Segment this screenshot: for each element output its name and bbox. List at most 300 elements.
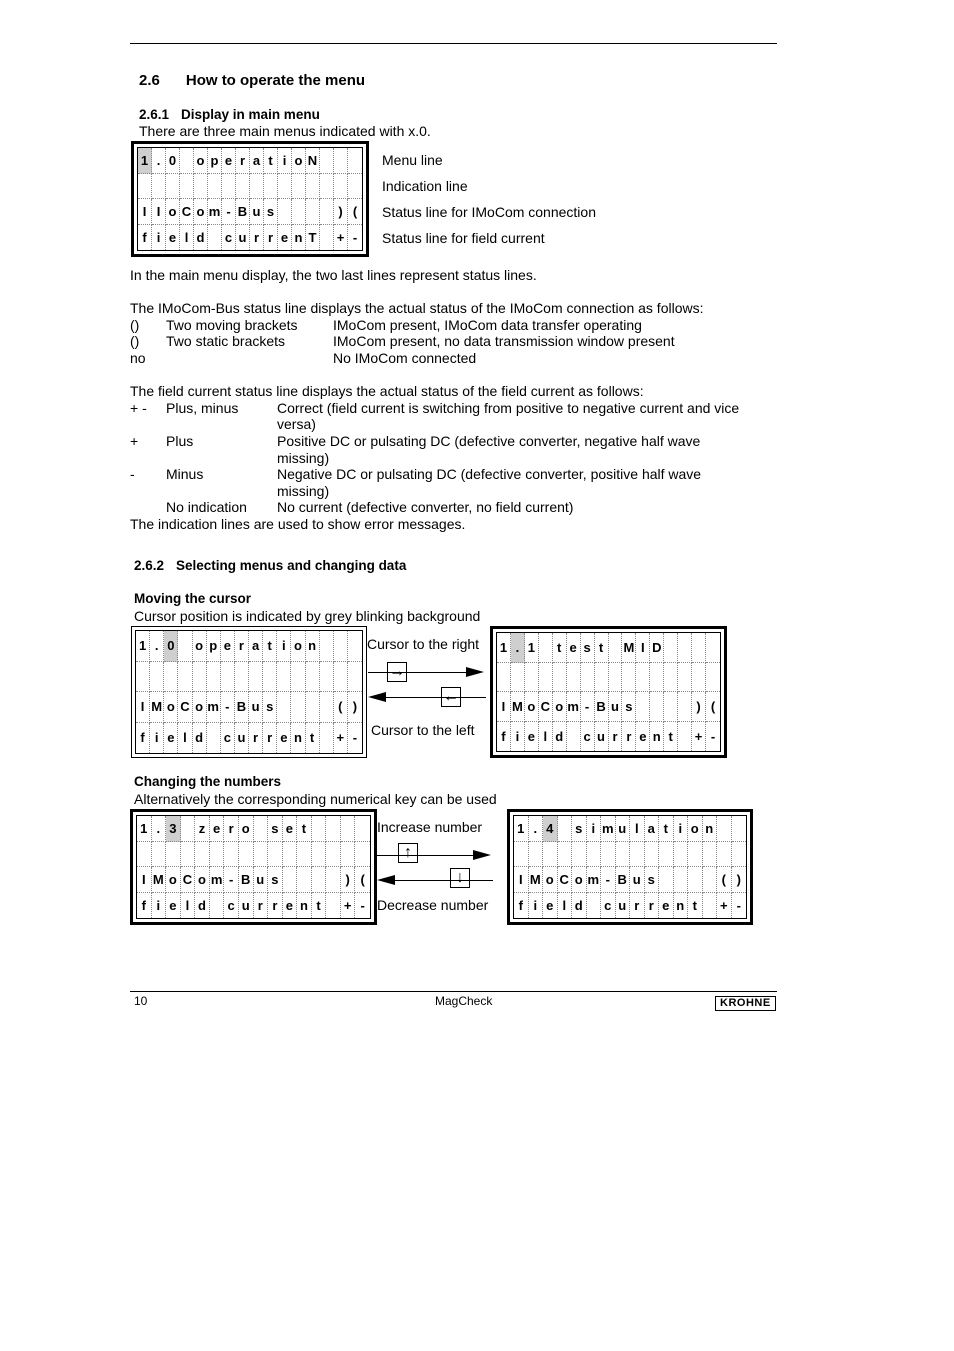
cursor-display-after [490, 626, 727, 758]
lcd-cell [567, 722, 581, 752]
lcd-cell: u [616, 893, 631, 919]
lcd-cell: d [553, 722, 567, 752]
lcd-cell [616, 842, 631, 868]
lcd-cell [181, 816, 196, 842]
lcd-cell: o [166, 199, 180, 225]
lcd-cell: o [292, 148, 306, 174]
lcd-cell: r [250, 225, 264, 251]
arrow-increase-head-icon [473, 850, 491, 860]
lcd-cell: . [152, 148, 166, 174]
lcd-cell [320, 148, 334, 174]
lcd-cell [166, 174, 180, 200]
lcd-cell: I [636, 633, 650, 663]
lcd-cell: r [263, 723, 277, 754]
lcd-cell [678, 663, 692, 693]
lcd-cell: r [235, 631, 249, 662]
label-menu-line: Menu line [382, 152, 443, 168]
imocom-row-sym: () [130, 317, 140, 333]
lcd-cell: C [539, 692, 553, 722]
imocom-intro: The IMoCom-Bus status line displays the actual status of the IMoCom connection as follows: [130, 300, 704, 316]
lcd-cell [283, 867, 298, 893]
lcd-cell: f [138, 225, 152, 251]
lcd-cell: - [601, 867, 616, 893]
lcd-cell [283, 842, 298, 868]
decrease-number-label: Decrease number [377, 897, 489, 913]
lcd-cell: l [178, 723, 192, 754]
lcd-cell [355, 816, 370, 842]
imocom-row-name: Two moving brackets [166, 317, 298, 333]
lcd-cell [514, 842, 529, 868]
footer-rule [130, 991, 777, 992]
indication-lines-text: The indication lines are used to show error messages. [130, 516, 466, 532]
lcd-cell [249, 662, 263, 693]
increase-number-label: Increase number [377, 819, 483, 835]
lcd-cell: s [622, 692, 636, 722]
lcd-cell [326, 867, 341, 893]
lcd-cell: d [195, 893, 210, 919]
imocom-row-desc: IMoCom present, IMoCom data transfer operating [333, 317, 642, 333]
lcd-cell: - [222, 199, 236, 225]
lcd-cell: e [525, 722, 539, 752]
field-row-name: Minus [166, 466, 204, 482]
lcd-cell: t [312, 893, 327, 919]
lcd-cell [306, 174, 320, 200]
lcd-cell: i [152, 893, 167, 919]
lcd-cell [659, 842, 674, 868]
lcd-cell [152, 842, 167, 868]
lcd-cell [645, 842, 660, 868]
lcd-cell: e [222, 148, 236, 174]
lcd-cell [320, 174, 334, 200]
lcd-cell: 1 [514, 816, 529, 842]
lcd-cell: i [511, 722, 525, 752]
lcd-cell [166, 842, 181, 868]
lcd-cell: D [650, 633, 664, 663]
lcd-cell [539, 633, 553, 663]
lcd-cell [692, 633, 706, 663]
lcd-cell [678, 722, 692, 752]
lcd-cell [180, 148, 194, 174]
lcd-cell: 0 [166, 148, 180, 174]
imocom-row-desc: No IMoCom connected [333, 350, 477, 366]
lcd-cell: i [150, 723, 164, 754]
lcd-cell: d [194, 225, 208, 251]
field-row-name: Plus [166, 433, 194, 449]
imocom-row-sym: () [130, 333, 140, 349]
lcd-cell [291, 662, 305, 693]
lcd-cell: o [543, 867, 558, 893]
lcd-cell: d [193, 723, 207, 754]
lcd-cell: i [152, 225, 166, 251]
lcd-cell: I [514, 867, 529, 893]
lcd-cell [297, 842, 312, 868]
lcd-cell: m [208, 199, 222, 225]
lcd-cell: u [616, 816, 631, 842]
lcd-cell [572, 842, 587, 868]
lcd-cell: s [268, 816, 283, 842]
lcd-cell [278, 174, 292, 200]
lcd-cell [210, 842, 225, 868]
lcd-cell: u [595, 722, 609, 752]
cursor-right-label: Cursor to the right [367, 636, 480, 652]
page-number: 10 [134, 994, 148, 1008]
lcd-cell [210, 893, 225, 919]
arrow-left-line [386, 697, 486, 698]
moving-cursor-heading: Moving the cursor [134, 591, 252, 606]
lcd-cell [208, 225, 222, 251]
lcd-cell [178, 631, 192, 662]
lcd-cell [264, 174, 278, 200]
subsection-title: Selecting menus and changing data [176, 558, 407, 573]
intro-text: There are three main menus indicated with x.0. [139, 123, 431, 139]
lcd-cell: ( [706, 692, 720, 722]
lcd-cell [636, 663, 650, 693]
lcd-cell [278, 199, 292, 225]
right-arrow-key-icon: → [389, 663, 405, 680]
lcd-cell: - [736, 897, 741, 913]
lcd-cell: n [291, 723, 305, 754]
lcd-cell [674, 842, 689, 868]
lcd-cell: e [166, 225, 180, 251]
lcd-cell: B [235, 692, 249, 723]
lcd-cell [688, 867, 703, 893]
down-arrow-key-icon: ↓ [450, 868, 470, 888]
lcd-cell [688, 842, 703, 868]
lcd-cell: I [137, 867, 152, 893]
lcd-cell [595, 663, 609, 693]
lcd-cell: i [278, 148, 292, 174]
lcd-cell: o [239, 816, 254, 842]
lcd-cell: ) [732, 867, 747, 893]
changing-numbers-heading: Changing the numbers [134, 774, 282, 789]
lcd-cell: e [659, 893, 674, 919]
lcd-cell: . [511, 633, 525, 663]
lcd-cell [334, 662, 348, 693]
lcd-cell [312, 867, 327, 893]
lcd-cell: ) [348, 692, 362, 723]
lcd-cell: m [210, 867, 225, 893]
lcd-cell: l [539, 722, 553, 752]
lcd-cell: B [239, 867, 254, 893]
lcd-cell [222, 174, 236, 200]
lcd-cell: ) [692, 692, 706, 722]
lcd-cell [587, 893, 602, 919]
field-row-name: No indication [166, 499, 247, 515]
lcd-cell: I [136, 692, 150, 723]
lcd-cell: I [138, 199, 152, 225]
lcd-cell [195, 842, 210, 868]
lcd-cell [703, 867, 718, 893]
lcd-cell: u [609, 692, 623, 722]
lcd-cell [664, 633, 678, 663]
imocom-row-desc: IMoCom present, no data transmission window present [333, 333, 675, 349]
lcd-cell: e [283, 893, 298, 919]
lcd-cell [193, 662, 207, 693]
lcd-cell: ( [717, 867, 732, 893]
moving-cursor-desc: Cursor position is indicated by grey blinking background [134, 608, 481, 624]
lcd-cell: o [553, 692, 567, 722]
section-number: 2.6 [139, 72, 160, 89]
subsection-heading-1 [139, 107, 320, 122]
lcd-cell: + [334, 225, 348, 251]
lcd-cell [525, 663, 539, 693]
lcd-cell [664, 663, 678, 693]
lcd-cell: u [250, 199, 264, 225]
lcd-cell: e [636, 722, 650, 752]
lcd-cell: 1 [136, 631, 150, 662]
lcd-cell [268, 842, 283, 868]
lcd-cell [320, 199, 334, 225]
lcd-cell [136, 662, 150, 693]
lcd-cell: i [529, 893, 544, 919]
lcd-cell [297, 867, 312, 893]
lcd-cell [235, 662, 249, 693]
lcd-cell [664, 692, 678, 722]
lcd-cell: M [622, 633, 636, 663]
lcd-cell [152, 174, 166, 200]
lcd-cell: n [703, 816, 718, 842]
lcd-cell: r [645, 893, 660, 919]
lcd-cell: i [674, 816, 689, 842]
lcd-cell [539, 663, 553, 693]
lcd-cell [224, 842, 239, 868]
lcd-cell: r [609, 722, 623, 752]
lcd-cell: ) [341, 867, 356, 893]
lcd-cell [636, 692, 650, 722]
lcd-cell: T [306, 225, 320, 251]
arrow-right-line [368, 672, 468, 673]
lcd-cell: c [222, 225, 236, 251]
lcd-cell [706, 663, 720, 693]
lcd-cell: e [283, 816, 298, 842]
lcd-cell: N [306, 148, 320, 174]
lcd-cell: e [278, 225, 292, 251]
lcd-cell [659, 867, 674, 893]
section-title: How to operate the menu [185, 72, 366, 89]
lcd-cell [601, 842, 616, 868]
lcd-cell: u [630, 867, 645, 893]
lcd-cell [320, 692, 334, 723]
lcd-cell: c [224, 893, 239, 919]
lcd-cell [180, 174, 194, 200]
lcd-cell: . [150, 631, 164, 662]
lcd-cell: d [572, 893, 587, 919]
krohne-logo: KROHNE [715, 996, 776, 1011]
lcd-cell: e [277, 723, 291, 754]
lcd-cell: u [235, 723, 249, 754]
lcd-cell: + [334, 723, 348, 754]
lcd-cell: t [306, 723, 320, 754]
label-indication-line: Indication line [382, 178, 468, 194]
lcd-cell: m [207, 692, 221, 723]
lcd-cell: m [601, 816, 616, 842]
lcd-cell: - [221, 692, 235, 723]
lcd-cell: I [497, 692, 511, 722]
field-row-desc-cont: missing) [277, 483, 330, 499]
lcd-cell [567, 663, 581, 693]
lcd-cell [497, 663, 511, 693]
lcd-cell: f [497, 722, 511, 752]
lcd-cell [622, 663, 636, 693]
imocom-row-name: Two static brackets [166, 333, 286, 349]
field-row-desc-cont: versa) [277, 416, 316, 432]
lcd-cell [609, 633, 623, 663]
lcd-cell: z [195, 816, 210, 842]
lcd-cell [208, 174, 222, 200]
lcd-cell [341, 842, 356, 868]
lcd-cell [558, 816, 573, 842]
left-arrow-key-icon: ← [443, 688, 459, 705]
lcd-cell: e [210, 816, 225, 842]
lcd-cell: p [207, 631, 221, 662]
lcd-cell: n [297, 893, 312, 919]
lcd-cell: o [291, 631, 305, 662]
subsection-title: Display in main menu [181, 107, 320, 122]
field-row-name: Plus, minus [166, 400, 239, 416]
lcd-cell [706, 633, 720, 663]
lcd-cell [150, 662, 164, 693]
lcd-cell [312, 816, 327, 842]
lcd-cell [650, 663, 664, 693]
lcd-cell [306, 199, 320, 225]
lcd-cell: o [193, 631, 207, 662]
lcd-cell [355, 842, 370, 868]
lcd-cell [207, 662, 221, 693]
lcd-cell: . [152, 816, 167, 842]
lcd-cell [326, 842, 341, 868]
lcd-cell: o [688, 816, 703, 842]
lcd-cell: - [352, 229, 358, 245]
lcd-cell: t [595, 633, 609, 663]
lcd-cell: u [239, 893, 254, 919]
lcd-cell: l [558, 893, 573, 919]
lcd-cell: 1 [138, 148, 152, 174]
lcd-cell [650, 692, 664, 722]
lcd-cell: c [581, 722, 595, 752]
lcd-cell: + [692, 722, 706, 752]
number-display-before [130, 809, 377, 925]
field-row-desc: No current (defective converter, no field current) [277, 499, 574, 515]
lcd-cell: r [254, 893, 269, 919]
lcd-cell: l [181, 893, 196, 919]
lcd-cell: 1 [497, 633, 511, 663]
lcd-cell: e [166, 893, 181, 919]
lcd-cell [553, 663, 567, 693]
lcd-cell [277, 662, 291, 693]
lcd-cell: m [587, 867, 602, 893]
field-row-sym: + - [130, 400, 147, 416]
lcd-cell: l [180, 225, 194, 251]
arrow-left-head-icon [368, 692, 386, 702]
lcd-cell: r [224, 816, 239, 842]
lcd-cell: e [543, 893, 558, 919]
lcd-cell [254, 816, 269, 842]
lcd-cell [292, 199, 306, 225]
lcd-cell [137, 842, 152, 868]
lcd-cell: f [136, 723, 150, 754]
lcd-cell [348, 174, 362, 200]
lcd-cell [239, 842, 254, 868]
lcd-cell: ) [334, 199, 348, 225]
lcd-cell: m [567, 692, 581, 722]
lcd-cell [543, 842, 558, 868]
lcd-cell: I [152, 199, 166, 225]
lcd-cell [263, 662, 277, 693]
cursor-display-before [131, 626, 367, 758]
lcd-cell: c [221, 723, 235, 754]
field-row-desc-cont: missing) [277, 450, 330, 466]
lcd-cell [717, 816, 732, 842]
arrow-decrease-line [395, 880, 493, 881]
lcd-cell: u [236, 225, 250, 251]
lcd-cell: - [360, 897, 365, 913]
lcd-cell [320, 723, 334, 754]
lcd-cell: e [164, 723, 178, 754]
lcd-cell [558, 842, 573, 868]
lcd-cell [277, 692, 291, 723]
field-intro: The field current status line displays the actual status of the field current as follows: [130, 383, 644, 399]
lcd-cell [334, 148, 348, 174]
lcd-cell: 1 [525, 633, 539, 663]
lcd-cell [587, 842, 602, 868]
lcd-cell: o [572, 867, 587, 893]
lcd-cell: t [659, 816, 674, 842]
lcd-cell: r [268, 893, 283, 919]
lcd-cell [348, 148, 362, 174]
status-lines-text: In the main menu display, the two last lines represent status lines. [130, 267, 537, 283]
lcd-cell: + [341, 893, 356, 919]
lcd-cell: r [630, 893, 645, 919]
lcd-cell: s [264, 199, 278, 225]
lcd-cell: 1 [137, 816, 152, 842]
lcd-cell: s [581, 633, 595, 663]
lcd-cell [178, 662, 192, 693]
lcd-cell [692, 663, 706, 693]
subsection-number: 2.6.2 [134, 558, 165, 573]
lcd-cell: r [236, 148, 250, 174]
lcd-cell [312, 842, 327, 868]
lcd-cell: u [249, 692, 263, 723]
lcd-cell: a [250, 148, 264, 174]
lcd-cell: ( [348, 199, 362, 225]
lcd-cell [348, 662, 362, 693]
lcd-cell [341, 816, 356, 842]
lcd-cell: 4 [543, 816, 558, 842]
lcd-cell: C [558, 867, 573, 893]
lcd-cell: u [254, 867, 269, 893]
lcd-cell [326, 816, 341, 842]
subsection-number: 2.6.1 [139, 107, 170, 122]
lcd-cell [334, 174, 348, 200]
lcd-cell [181, 842, 196, 868]
lcd-cell: a [645, 816, 660, 842]
lcd-cell: t [664, 722, 678, 752]
lcd-cell: . [529, 816, 544, 842]
lcd-cell: ( [334, 692, 348, 723]
lcd-cell [138, 174, 152, 200]
lcd-cell [703, 893, 718, 919]
lcd-cell [306, 692, 320, 723]
imocom-row-sym: no [130, 350, 146, 366]
lcd-cell: t [264, 148, 278, 174]
cursor-left-label: Cursor to the left [371, 722, 475, 738]
field-row-desc: Positive DC or pulsating DC (defective converter, negative half wave [277, 433, 701, 449]
lcd-cell [732, 816, 747, 842]
lcd-cell [326, 893, 341, 919]
lcd-cell: t [263, 631, 277, 662]
lcd-cell: i [587, 816, 602, 842]
lcd-cell: o [164, 692, 178, 723]
